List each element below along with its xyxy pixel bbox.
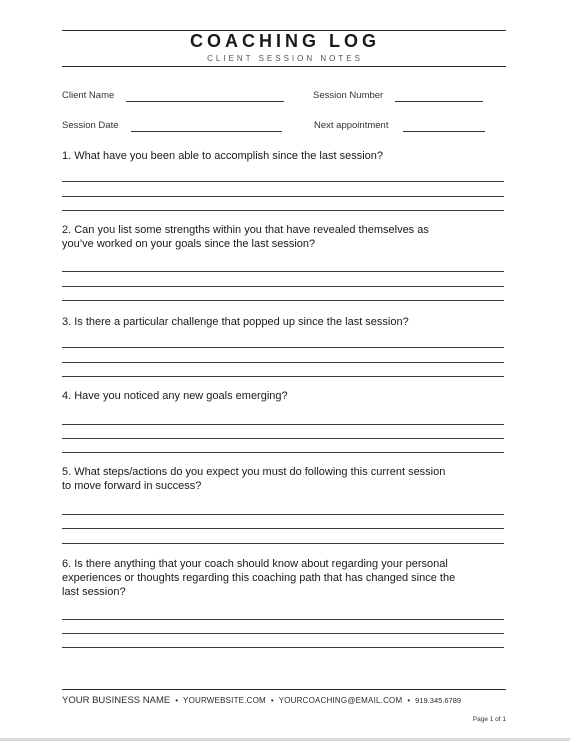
website-link[interactable]: YOURWEBSITE.COM: [183, 696, 266, 705]
question-1: [62, 149, 507, 163]
answer-line[interactable]: [62, 347, 504, 348]
question-1-line: 1. What have you been able to accomplish since the last session?: [62, 150, 384, 162]
answer-line[interactable]: [62, 376, 504, 377]
header-bottom-rule: [62, 66, 506, 67]
session-number-label: Session Number: [313, 90, 384, 101]
answer-line[interactable]: [62, 196, 504, 197]
answer-line[interactable]: [62, 286, 504, 287]
question-2: [62, 223, 507, 251]
answer-line[interactable]: [62, 300, 504, 301]
next-appointment-field[interactable]: [403, 131, 485, 132]
answer-line[interactable]: [62, 438, 504, 439]
footer-contact: [62, 695, 506, 706]
separator-dot: •: [175, 696, 179, 705]
question-5-line: 5. What steps/actions do you expect you must do following this current session: [62, 466, 446, 478]
answer-line[interactable]: [62, 514, 504, 515]
session-number-field[interactable]: [395, 101, 483, 102]
answer-line[interactable]: [62, 210, 504, 211]
answer-line[interactable]: [62, 362, 504, 363]
phone-number: 919.345.6789: [415, 696, 462, 705]
separator-dot: •: [270, 696, 274, 705]
footer-rule: [62, 689, 506, 690]
answer-line[interactable]: [62, 633, 504, 634]
question-2-line: 2. Can you list some strengths within you that have revealed themselves as: [62, 224, 429, 236]
answer-line[interactable]: [62, 647, 504, 648]
question-2-line: you’ve worked on your goals since the last session?: [62, 238, 316, 250]
question-6-line: experiences or thoughts regarding this coaching path that has changed since the: [62, 572, 456, 584]
question-6-line: last session?: [62, 586, 126, 598]
email-link[interactable]: YOURCOACHING@EMAIL.COM: [278, 696, 403, 705]
answer-line[interactable]: [62, 271, 504, 272]
page-number: Page 1 of 1: [472, 716, 506, 723]
question-3: [62, 315, 507, 329]
question-6: [62, 557, 507, 599]
session-date-field[interactable]: [131, 131, 282, 132]
question-4: [62, 389, 507, 403]
page-subtitle: CLIENT SESSION NOTES: [207, 54, 363, 63]
answer-line[interactable]: [62, 424, 504, 425]
question-5: [62, 465, 507, 493]
separator-dot: •: [407, 696, 411, 705]
page-title: COACHING LOG: [190, 31, 380, 51]
answer-line[interactable]: [62, 181, 504, 182]
answer-line[interactable]: [62, 452, 504, 453]
question-6-line: 6. Is there anything that your coach should know about regarding your personal: [62, 558, 448, 570]
client-name-field[interactable]: [126, 101, 284, 102]
answer-line[interactable]: [62, 528, 504, 529]
client-name-label: Client Name: [62, 90, 115, 101]
answer-line[interactable]: [62, 619, 504, 620]
next-appointment-label: Next appointment: [314, 120, 389, 131]
question-3-line: 3. Is there a particular challenge that popped up since the last session?: [62, 316, 409, 328]
session-date-label: Session Date: [62, 120, 119, 131]
business-name: YOUR BUSINESS NAME: [62, 695, 171, 706]
question-4-line: 4. Have you noticed any new goals emerging?: [62, 390, 288, 402]
answer-line[interactable]: [62, 543, 504, 544]
question-5-line: to move forward in success?: [62, 480, 202, 492]
